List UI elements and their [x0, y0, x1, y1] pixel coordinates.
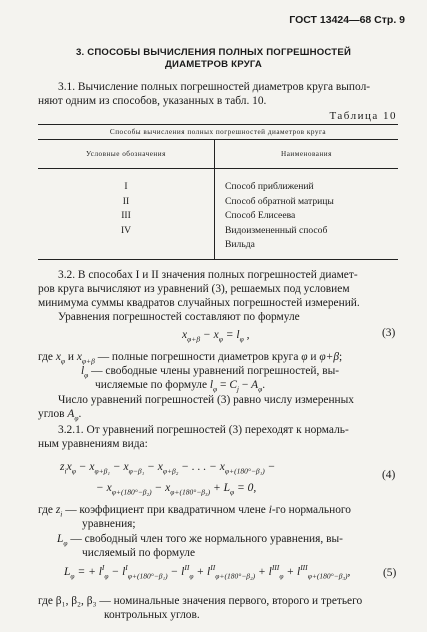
row-code: IV [38, 224, 215, 260]
eq4-number: (4) [382, 469, 396, 481]
where1-line2: $l_\varphi$ — свободные члены уравнений погрешностей, вы- [81, 365, 340, 380]
eq5-number: (5) [383, 567, 397, 579]
row-name: Способ приближений [225, 181, 314, 192]
p-count-line2: углов $A_\varphi$. [38, 408, 82, 423]
table-row [38, 209, 398, 224]
table-row [38, 195, 398, 210]
row-name [215, 224, 399, 260]
equation-3: $x_{\varphi+\beta} - x_\varphi = l_\varphi$ , [182, 329, 250, 344]
where2-line4: числяемый по формуле [82, 547, 196, 559]
col-header-names: Наименования [281, 150, 332, 158]
methods-table [38, 124, 398, 260]
where2-line3: $L_\varphi$ — свободный член того же нормального уравнения, вы- [57, 533, 343, 548]
p31-line1: 3.1. Вычисление полных погрешностей диаметров круга выпол- [58, 81, 371, 93]
p321-line2: ным уравнениям вида: [38, 438, 148, 450]
row-name-line1: Видоизмененный способ [225, 224, 328, 236]
equation-4-line1: $z_ix_\varphi - x_{\varphi+\beta_1} - x_{\varphi-\beta_1} - x_{\varphi+\beta_2}$ − . . . − $x_{\varphi+(180^\circ-\beta_1)}$ − [60, 461, 276, 476]
p32-line2: ров круга вычисляют из уравнений (3), решаемых под условием [38, 283, 350, 295]
p32-line3: минимума суммы квадратов случайных погрешностей измерений. [38, 297, 360, 309]
where1-line3: числяемые по формуле $l_\varphi = C_j - A_\varphi$. [95, 379, 266, 394]
row-code: III [38, 209, 215, 224]
p-count-line1: Число уравнений погрешностей (3) равно числу измеренных [58, 394, 354, 406]
p32-line1: 3.2. В способах I и II значения полных погрешностей диамет- [58, 269, 358, 281]
where1-line1: где $x_\varphi$ и $x_{\varphi+\beta}$ — полные погрешности диаметров круга φ и φ+β; [38, 351, 343, 366]
where2-line2: уравнения; [82, 518, 136, 530]
table-top-header: Способы вычисления полных погрешностей диаметров круга [109, 128, 327, 136]
where3-line2: контрольных углов. [104, 609, 200, 621]
table-caption: Таблица 10 [329, 110, 397, 122]
row-name: Способ обратной матрицы [225, 195, 334, 207]
row-name-line2: Вильда [225, 239, 255, 251]
section-title-line2: ДИАМЕТРОВ КРУГА [164, 59, 263, 70]
col-header-codes: Условные обозначения [38, 140, 215, 169]
p-eq-intro: Уравнения погрешностей составляют по формуле [58, 311, 300, 323]
eq3-number: (3) [382, 327, 396, 339]
p321-line1: 3.2.1. От уравнений погрешностей (3) переходят к нормаль- [58, 424, 349, 436]
equation-4-line2: − $x_{\varphi+(180^\circ-\beta_2)} - x_{\varphi+(180^\circ-\beta_3)} + L_\varphi = 0$, [96, 482, 257, 497]
where3-line1: где β₁, β₂, β₃ — номинальные значения первого, второго и третьего [38, 595, 363, 607]
section-title-line1: 3. СПОСОБЫ ВЫЧИСЛЕНИЯ ПОЛНЫХ ПОГРЕШНОСТЕЙ [75, 47, 352, 58]
page-header: ГОСТ 13424—68 Стр. 9 [289, 14, 405, 26]
where2-line1: где $z_i$ — коэффициент при квадратичном члене i-го нормального [38, 504, 351, 519]
p31-line2: няют одним из способов, указанных в табл. 10. [38, 95, 267, 107]
table-row [38, 169, 398, 195]
row-code: II [38, 195, 215, 210]
equation-5: $L_\varphi$ = + $l^I_\varphi - l^I_{\varphi+(180^\circ-\beta_1)} - l^{II}_\varphi + l^{II}_{\varphi+(180^\circ-\beta_2)} + l^{III}_\varphi + l^{III}_{\varphi+(180^\circ-\beta_3)}$, [64, 563, 351, 581]
row-name: Способ Елисеева [225, 210, 296, 222]
row-code: I [38, 169, 215, 195]
table-row [38, 224, 398, 260]
